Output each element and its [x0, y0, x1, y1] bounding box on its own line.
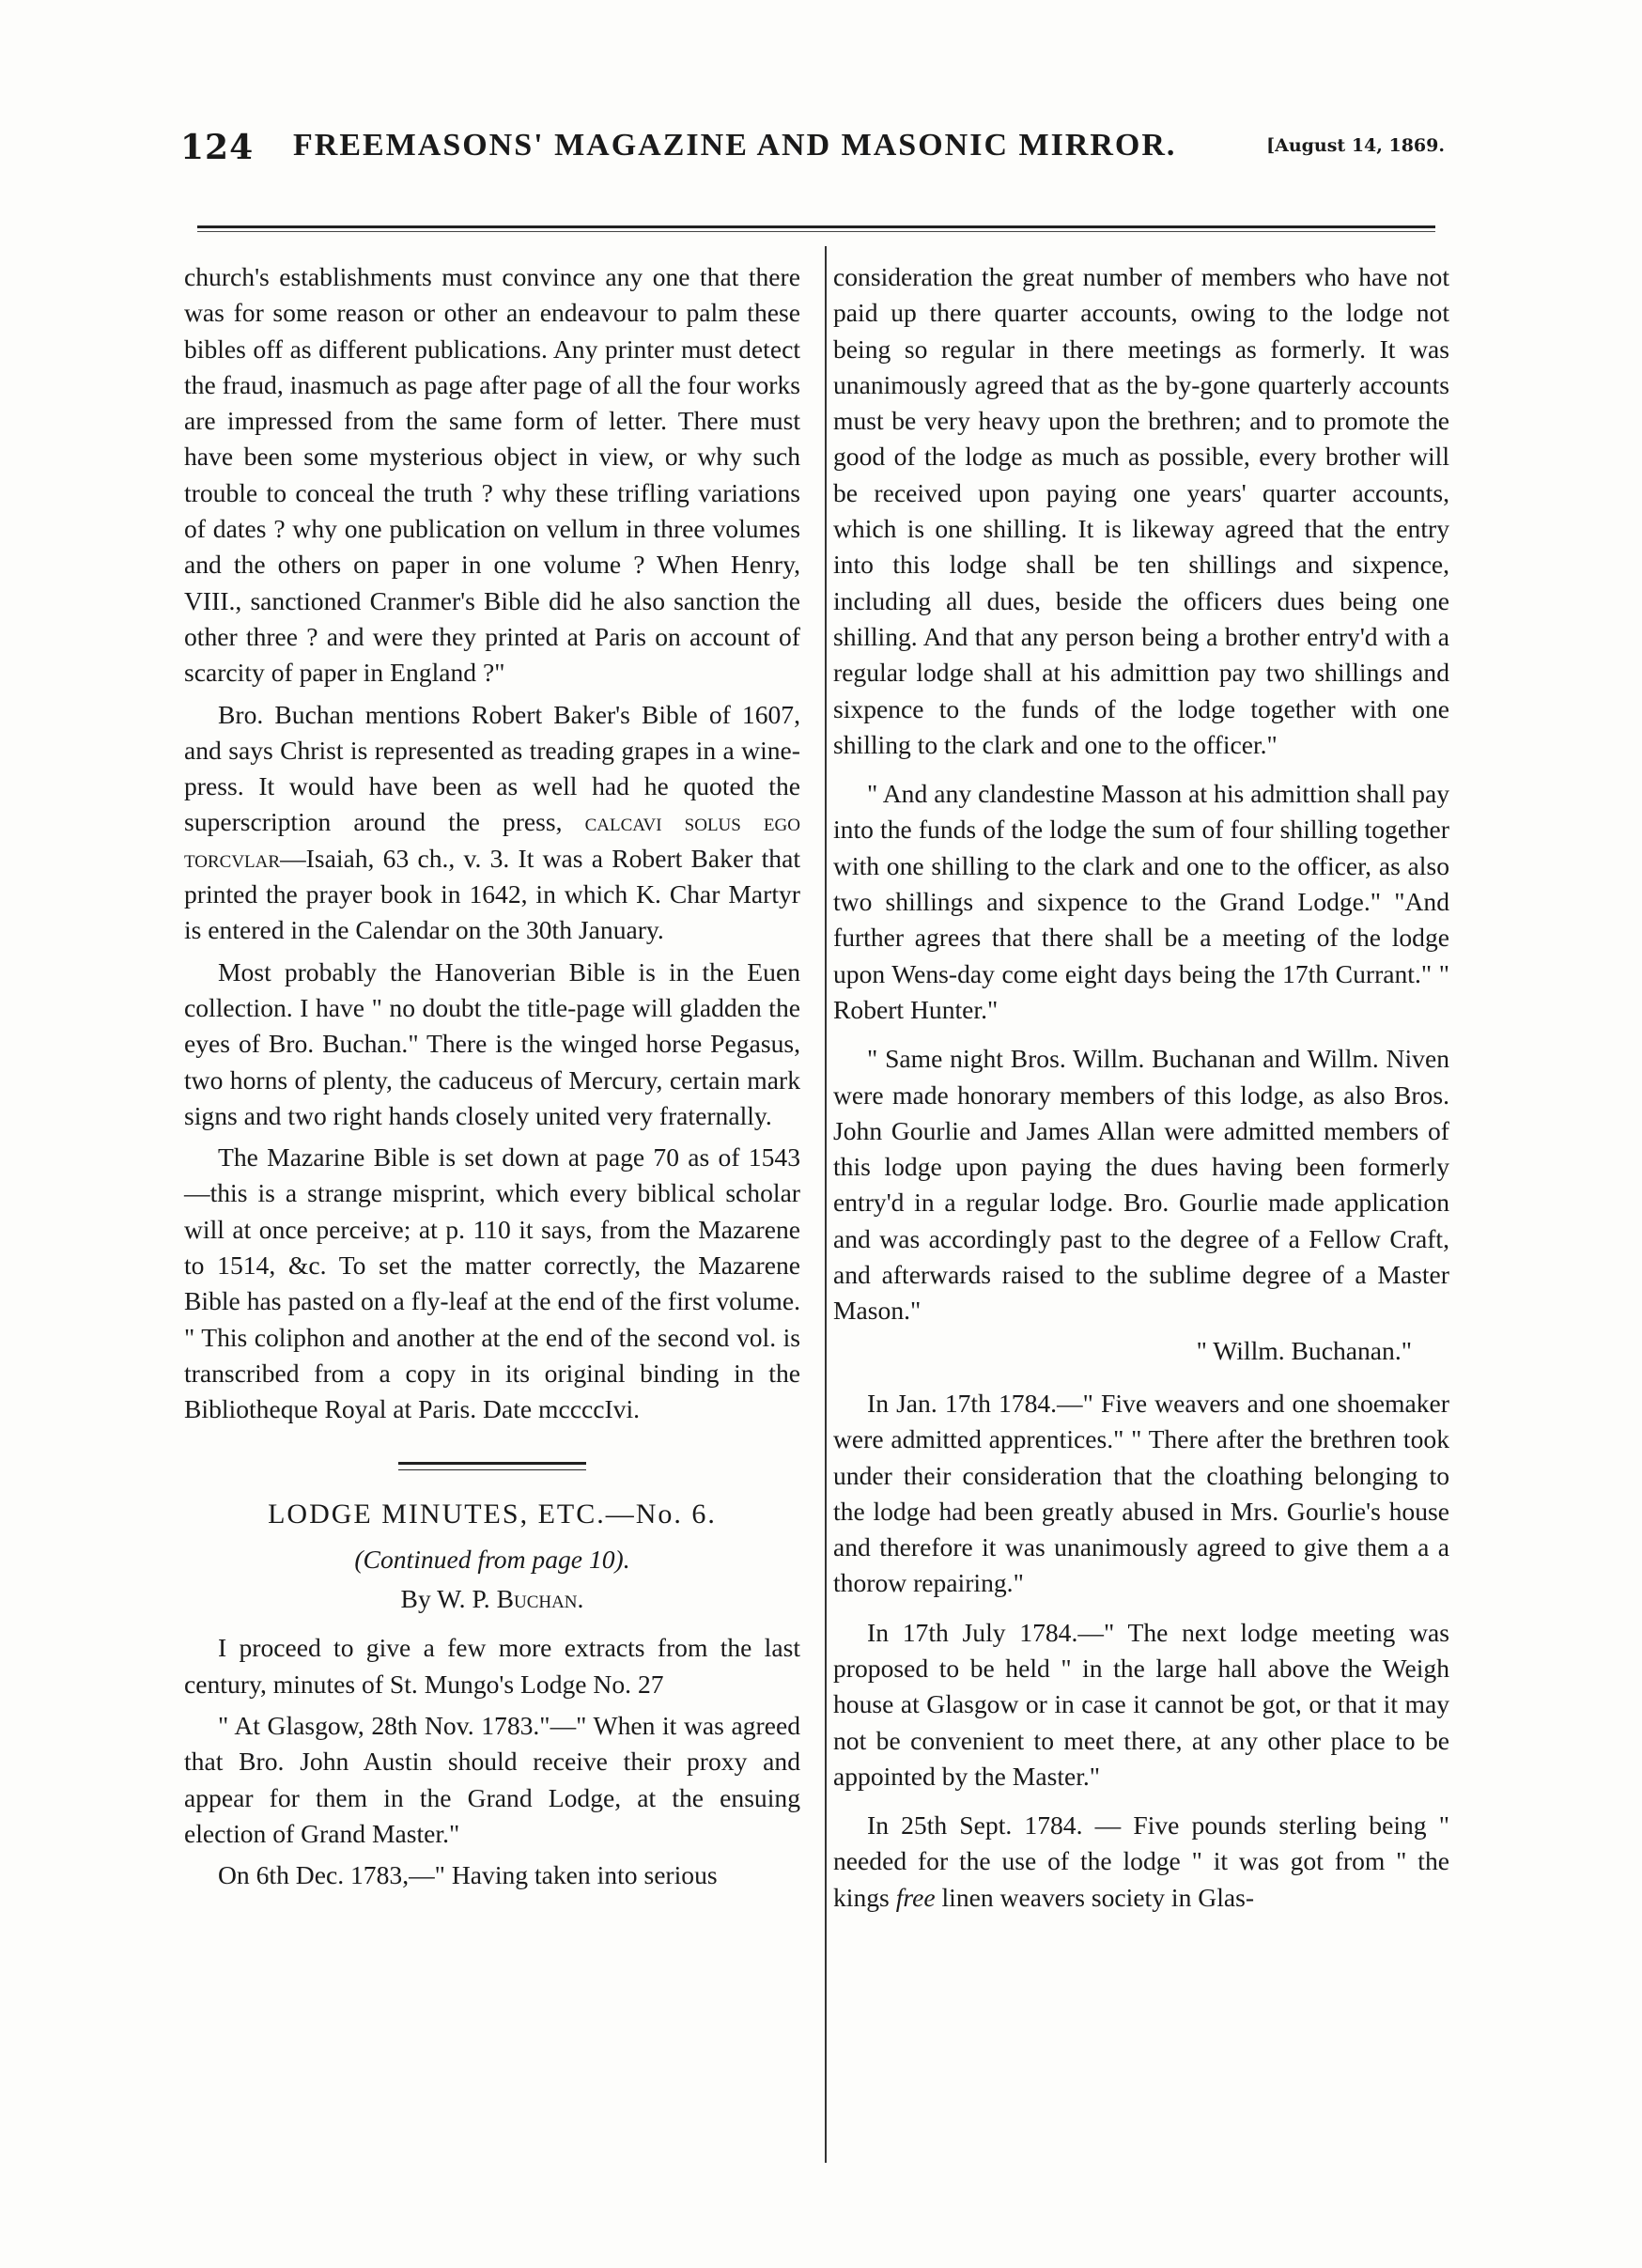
italic-word: free	[895, 1882, 936, 1912]
magazine-title: FREEMASONS' MAGAZINE AND MASONIC MIRROR.	[293, 128, 1177, 163]
section-separator	[398, 1462, 586, 1470]
signature-line: " Willm. Buchanan."	[1196, 1335, 1412, 1365]
article-paragraph: On 6th Dec. 1783,—" Having taken into serious	[218, 1860, 718, 1890]
paragraph-text: In 25th Sept. 1784. — Five pounds sterling being " needed for the use of the lodge " it was got from " the kings	[833, 1810, 1449, 1912]
left-column	[184, 259, 800, 1893]
article-paragraph: " At Glasgow, 28th Nov. 1783."—" When it was agreed that Bro. John Austin should receive their proxy and appear for them in the Grand Lodge, at the ensuing election of Grand Master."	[184, 1710, 800, 1848]
separator-rule	[398, 1462, 586, 1465]
header-rule-thin	[197, 231, 1435, 232]
issue-date: [August 14, 1869.	[1266, 135, 1445, 156]
section-title: LODGE MINUTES, ETC.—No. 6.	[268, 1498, 717, 1530]
article-paragraph	[833, 1808, 1449, 1916]
article-paragraph	[184, 697, 800, 949]
paragraph-text: linen weavers society in Glas-	[941, 1882, 1255, 1912]
article-paragraph: The Mazarine Bible is set down at page 70 as of 1543—this is a strange misprint, which every biblical scholar will at once perceive; at p. 110 it says, from the Mazarene to 1514, &c. To set the matter correctly, the Mazarene Bible has pasted on a fly-leaf at the end of the first volume. " This coliphon and another at the end of the second vol. is transcribed from a copy in its original binding in the Bibliotheque Royal at Paris. Date mccccIvi.	[184, 1142, 800, 1424]
right-column	[833, 259, 1449, 1916]
page-header	[180, 128, 1445, 175]
article-paragraph: consideration the great number of members who have not paid up there quarter accounts, owing to the lodge not being so regular in there meetings as formerly. It was unanimously agreed that as the by-gone quarterly accounts must be very heavy upon the brethren; and to promote the good of the lodge as much as possible, every brother will be received upon paying one years' quarter accounts, which is one shilling. It is likeway agreed that the entry into this lodge shall be ten shillings and sixpence, including all dues, beside the officers dues being one shilling. And that any person being a brother entry'd with a regular lodge shall at his admittion pay two shillings and sixpence to the funds of the lodge together with one shilling to the clark and one to the officer."	[833, 262, 1449, 759]
column-divider	[825, 246, 827, 2163]
paragraph-text: —Isaiah, 63 ch., v. 3. It was a Robert Baker that printed the prayer book in 1642, in which K. Char Martyr is entered in the Calendar on the 30th January.	[184, 843, 800, 945]
article-paragraph: " Same night Bros. Willm. Buchanan and Willm. Niven were made honorary members of this lodge, as also Bros. John Gourlie and James Allan were admitted members of this lodge upon paying the dues having been formerly entry'd in a regular lodge. Bro. Gourlie made application and was accordingly past to the degree of a Fellow Craft, and afterwards raised to the sublime degree of a Master Mason."	[833, 1044, 1449, 1326]
page-number: 124	[180, 128, 255, 167]
article-paragraph: church's establishments must convince any one that there was for some reason or other an endeavour to palm these bibles off as different publications. Any printer must detect the fraud, inasmuch as page after page of all the four works are impressed from the same form of letter. There must have been some mysterious object in view, or why such trouble to conceal the truth ? why these trifling variations of dates ? why one publication on vellum in three volumes and the others on paper in one volume ? When Henry, VIII., sanctioned Cranmer's Bible did he also sanction the other three ? and were they printed at Paris on account of scarcity of paper in England ?"	[184, 262, 800, 688]
separator-rule	[398, 1469, 586, 1470]
byline-author: Buchan.	[496, 1584, 584, 1614]
article-paragraph: Most probably the Hanoverian Bible is in the Euen collection. I have " no doubt the title-page will gladden the eyes of Bro. Buchan." There is the winged horse Pegasus, two horns of plenty, the caduceus of Mercury, certain mark signs and two right hands closely united very fraternally.	[184, 956, 800, 1130]
section-byline	[184, 1581, 800, 1617]
paragraph-text: Bro. Buchan mentions Robert Baker's Bible of 1607, and says Christ is represented as treading grapes in a wine-press. It would have been as well had he quoted the superscription around the press,	[184, 699, 800, 837]
article-paragraph: In 17th July 1784.—" The next lodge meeting was proposed to be held " in the large hall above the Weigh house at Glasgow or in case it cannot be got, or that it may not be convenient to meet there, at any other place to be appointed by the Master."	[833, 1617, 1449, 1791]
header-rule	[197, 225, 1435, 228]
section-continued-note: (Continued from page 10).	[354, 1544, 630, 1574]
latin-inscription: calcavi solus ego torcvlar	[184, 807, 800, 873]
article-paragraph: I proceed to give a few more extracts from the last century, minutes of St. Mungo's Lodge No. 27	[184, 1633, 800, 1699]
byline-prefix: By W. P.	[400, 1584, 490, 1614]
article-paragraph: " And any clandestine Masson at his admittion shall pay into the funds of the lodge the sum of four shilling together with one shilling to the clark and one to the officer, as also two shillings and sixpence to the Grand Lodge." "And further agrees that there shall be a meeting of the lodge upon Wens-day come eight days being the 17th Currant." " Robert Hunter."	[833, 779, 1449, 1024]
article-paragraph: In Jan. 17th 1784.—" Five weavers and one shoemaker were admitted apprentices." " There after the brethren took under their consideration that the cloathing belonging to the lodge had been greatly abused in Mrs. Gourlie's house and therefore it was unanimously agreed to give them a a thorow repairing."	[833, 1388, 1449, 1598]
